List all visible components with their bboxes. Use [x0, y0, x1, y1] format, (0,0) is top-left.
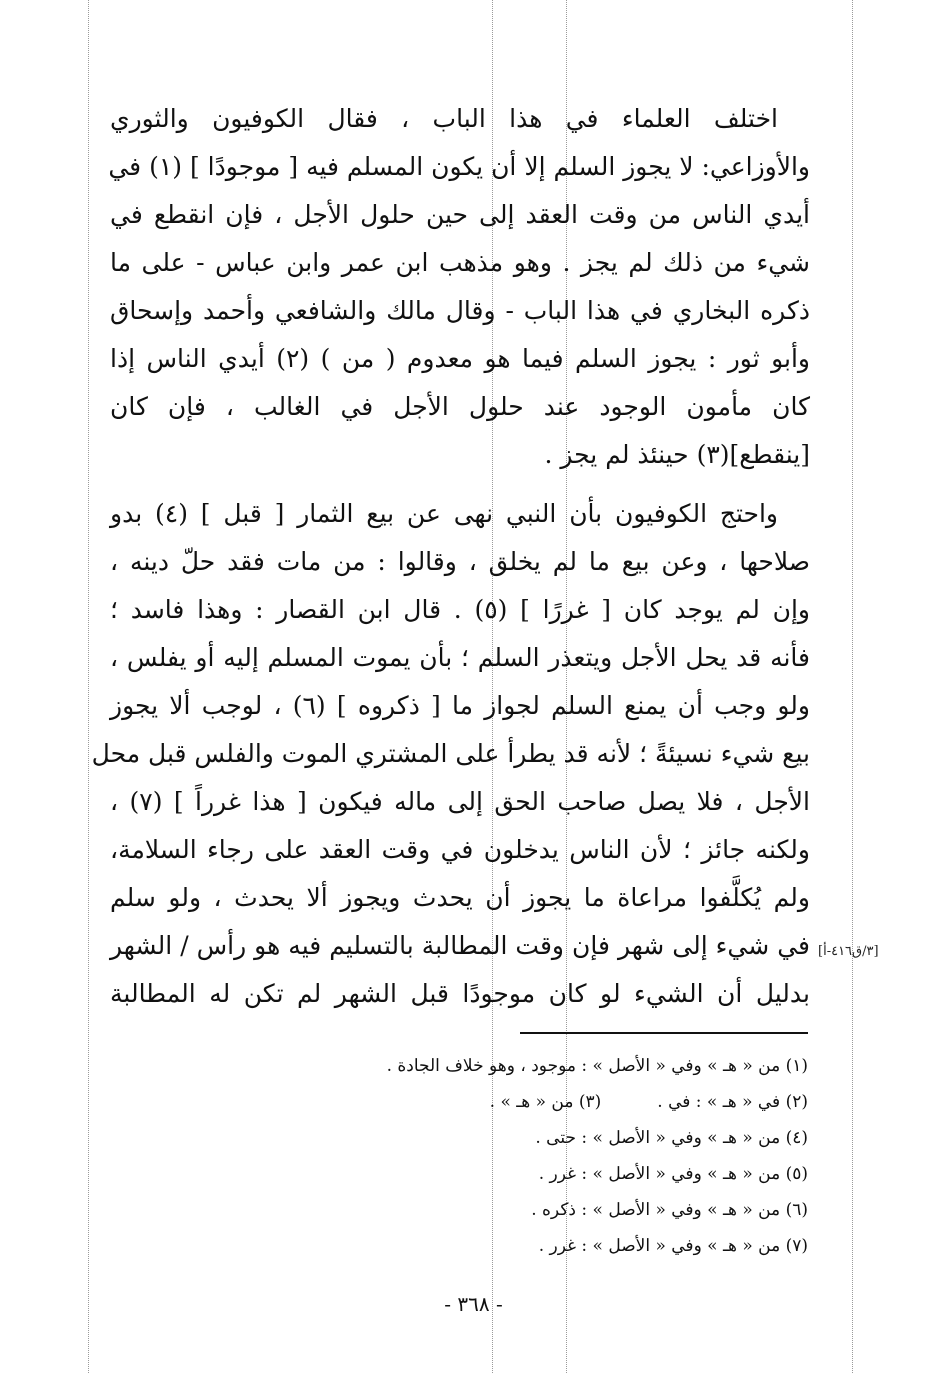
text-line: ولم يُكلَّفوا مراعاة ما يجوز أن يحدث ويجوز ألا يحدث ، ولو سلم [110, 883, 810, 912]
text-line: شيء من ذلك لم يجز . وهو مذهب ابن عمر وابن عباس - على ما [110, 248, 810, 277]
footnote-row [250, 1084, 808, 1120]
text-line: ولو وجب أن يمنع السلم لجواز ما [ ذكروه ] (٦) ، لوجب ألا يجوز [110, 691, 810, 720]
text-line: [ينقطع](٣) حينئذ لم يجز . [544, 440, 810, 469]
text-line: كان مأمون الوجود عند حلول الأجل في الغالب ، فإن كان [110, 392, 810, 421]
text-line: وأبو ثور : يجوز السلم فيما هو معدوم ( من ) (٢) أيدي الناس إذا [110, 344, 810, 373]
text-line: ولكنه جائز ؛ لأن الناس يدخلون في وقت العقد على رجاء السلامة، [110, 835, 810, 864]
text-line: وإن لم يوجد كان [ غررًا ] (٥) . قال ابن القصار : وهذا فاسد ؛ [110, 595, 810, 624]
text-line: والأوزاعي: لا يجوز السلم إلا أن يكون المسلم فيه [ موجودًا ] (١) في [108, 152, 810, 181]
footnote: (٣) من « هـ » . [489, 1092, 602, 1112]
text-line: صلاحها ، وعن بيع ما لم يخلق ، وقالوا : من مات فقد حلّ دينه ، [110, 547, 810, 576]
footnote: (٤) من « هـ » وفي « الأصل » : حتى . [535, 1128, 808, 1148]
paragraph-2 [91, 490, 810, 1018]
scan-guide-line [852, 0, 853, 1373]
footnote: (٦) من « هـ » وفي « الأصل » : ذكره . [531, 1200, 808, 1220]
footnotes [250, 1048, 808, 1264]
footnote: (٢) في « هـ » : في . [657, 1092, 808, 1112]
footnote-separator [520, 1032, 808, 1034]
manuscript-folio-marker: [٣/ق٤١٦-أ] [818, 944, 879, 959]
text-line: فأنه قد يحل الأجل ويتعذر السلم ؛ بأن يموت المسلم إليه أو يفلس ، [110, 643, 810, 672]
footnote: (١) من « هـ » وفي « الأصل » : موجود ، وهو خلاف الجادة . [386, 1056, 808, 1076]
text-line: ذكره البخاري في هذا الباب - وقال مالك والشافعي وأحمد وإسحاق [110, 296, 810, 325]
page-number: - ٣٦٨ - [444, 1292, 503, 1316]
paragraph-1 [110, 95, 810, 479]
text-line: بيع شيء نسيئةً ؛ لأنه قد يطرأ على المشتري الموت والفلس قبل محل [91, 739, 810, 768]
footnote: (٥) من « هـ » وفي « الأصل » : غرر . [538, 1164, 808, 1184]
text-line: الأجل ، فلا يصل صاحب الحق إلى ماله فيكون [ هذا غرراً ] (٧) ، [110, 787, 810, 816]
text-line: أيدي الناس من وقت العقد إلى حين حلول الأجل ، فإن انقطع في [110, 200, 810, 229]
text-line: في شيء إلى شهر فإن وقت المطالبة بالتسليم فيه هو رأس / الشهر [110, 931, 810, 960]
text-line: اختلف العلماء في هذا الباب ، فقال الكوفيون والثوري [110, 104, 778, 133]
footnote: (٧) من « هـ » وفي « الأصل » : غرر . [538, 1236, 808, 1256]
text-line: بدليل أن الشيء لو كان موجودًا قبل الشهر لم تكن له المطالبة [110, 979, 810, 1008]
text-line: واحتج الكوفيون بأن النبي نهى عن بيع الثمار [ قبل ] (٤) بدو [110, 499, 778, 528]
scan-guide-line [88, 0, 89, 1373]
